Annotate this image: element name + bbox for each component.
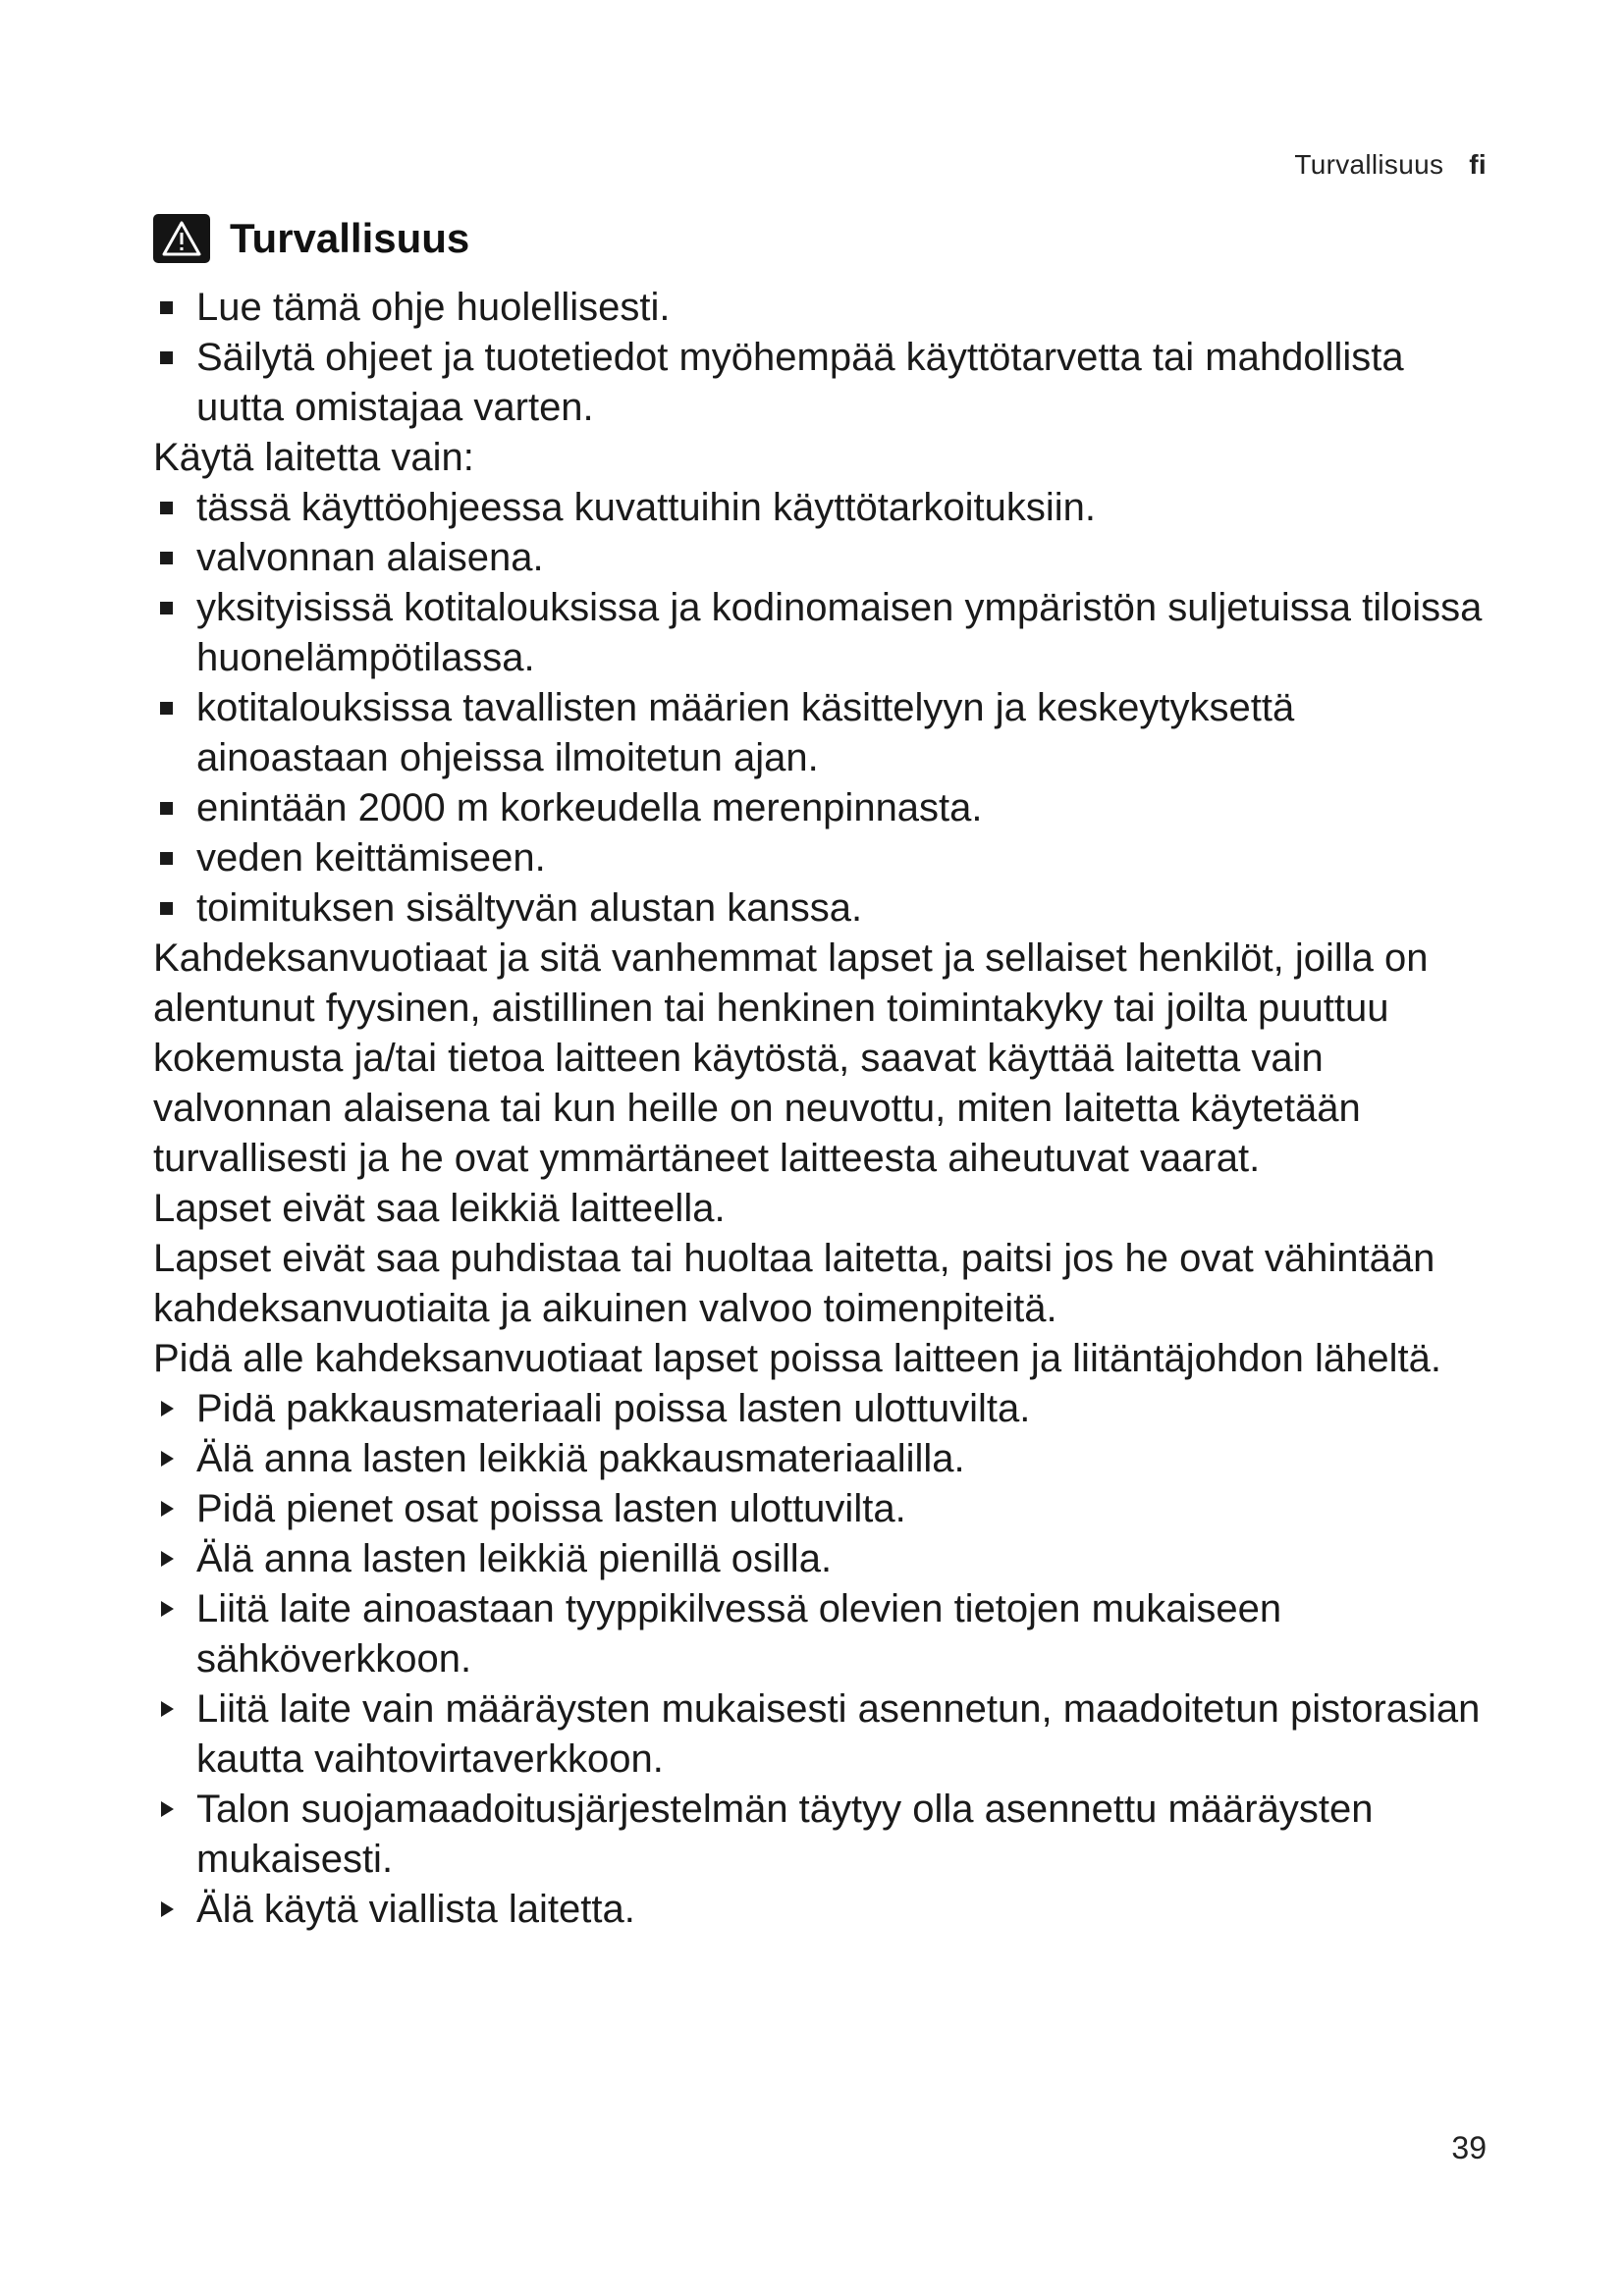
usage-intro: Käytä laitetta vain: [153,436,474,479]
action-list [153,1384,1489,1935]
warning-triangle-icon [153,214,210,263]
list-item: Lue tämä ohje huolellisesti. [153,283,1489,333]
action-item: Pidä pakkausmateriaali poissa lasten ulottuvilta. [153,1384,1489,1434]
action-item: Talon suojamaadoitusjärjestelmän täytyy olla asennettu määräysten mukaisesti. [153,1785,1489,1885]
paragraph-cleaning: Lapset eivät saa puhdistaa tai huoltaa laitetta, paitsi jos he ovat vähintään kahdeksanvuotiaita ja aikuinen valvoo toimenpiteitä. [153,1237,1435,1330]
page-number: 39 [1451,2130,1487,2165]
intro-bullet-list [153,283,1489,433]
list-item: veden keittämiseen. [153,833,1489,883]
paragraph-no-play: Lapset eivät saa leikkiä laitteella. [153,1187,726,1230]
usage-bullet-list [153,483,1489,934]
paragraph-keep-away: Pidä alle kahdeksanvuotiaat lapset poissa laitteen ja liitäntäjohdon läheltä. [153,1337,1442,1380]
action-item: Pidä pienet osat poissa lasten ulottuvilta. [153,1484,1489,1534]
running-header [1294,149,1487,181]
section-heading [153,214,469,263]
action-item: Älä käytä viallista laitetta. [153,1885,1489,1935]
list-item: Säilytä ohjeet ja tuotetiedot myöhempää käyttötarvetta tai mahdollista uutta omistajaa varten. [153,333,1489,433]
action-item: Älä anna lasten leikkiä pienillä osilla. [153,1534,1489,1584]
paragraph-children-persons: Kahdeksanvuotiaat ja sitä vanhemmat lapset ja sellaiset henkilöt, joilla on alentunut fyysinen, aistillinen tai henkinen toimintakyky tai joilta puuttuu kokemusta ja/tai tietoa laitteen käytöstä, saavat käyttää laitetta vain valvonnan alaisena tai kun heille on neuvottu, miten laitetta käytetään turvallisesti ja he ovat ymmärtäneet laitteesta aiheutuvat vaarat. [153,936,1429,1180]
section-title: Turvallisuus [230,215,470,261]
running-header-language: fi [1469,149,1487,180]
list-item: tässä käyttöohjeessa kuvattuihin käyttötarkoituksiin. [153,483,1489,533]
list-item: kotitalouksissa tavallisten määrien käsittelyyn ja keskeytyksettä ainoastaan ohjeissa ilmoitetun ajan. [153,683,1489,783]
list-item: toimituksen sisältyvän alustan kanssa. [153,883,1489,934]
action-item: Liitä laite vain määräysten mukaisesti asennetun, maadoitetun pistorasian kautta vaihtovirtaverkkoon. [153,1684,1489,1785]
list-item: yksityisissä kotitalouksissa ja kodinomaisen ympäristön suljetuissa tiloissa huonelämpötilassa. [153,583,1489,683]
list-item: valvonnan alaisena. [153,533,1489,583]
page-body [153,283,1489,1935]
action-item: Älä anna lasten leikkiä pakkausmateriaalilla. [153,1434,1489,1484]
list-item: enintään 2000 m korkeudella merenpinnasta. [153,783,1489,833]
running-header-section: Turvallisuus [1294,149,1444,180]
action-item: Liitä laite ainoastaan tyyppikilvessä olevien tietojen mukaiseen sähköverkkoon. [153,1584,1489,1684]
